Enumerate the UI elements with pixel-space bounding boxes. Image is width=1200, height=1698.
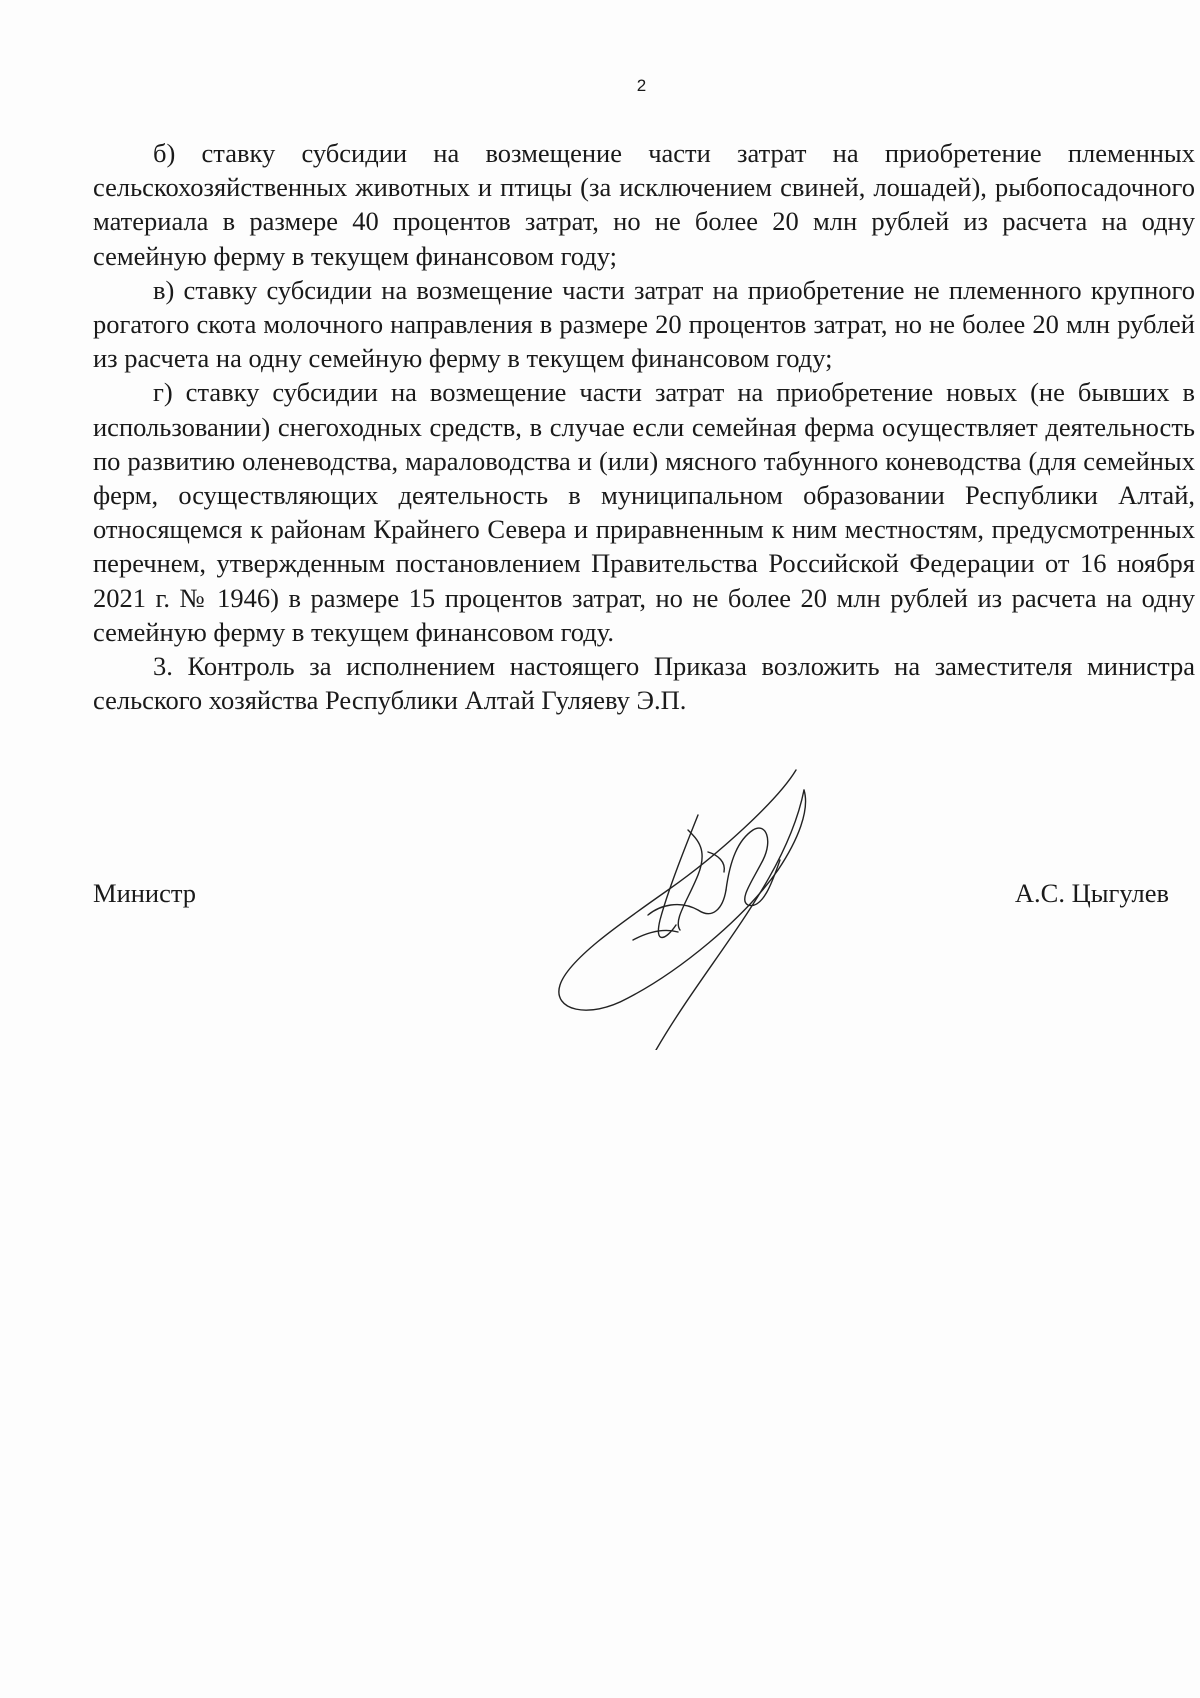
signatory-name: А.С. Цыгулев	[1014, 878, 1169, 908]
paragraph-g: г) ставку субсидии на возмещение части затрат на приобретение новых (не бывших в использовании) снегоходных средств, в случае если семейная ферма осуществляет деятельность по развитию оленеводства, мараловодства и (или) мясного табунного коневодства (для семейных ферм, осуществляющих деятельность в муниципальном образовании Республики Алтай, относящемся к районам Крайнего Севера и приравненным к ним местностям, предусмотренных перечнем, утвержденным постановлением Правительства Российской Федерации от 16 ноября 2021 г. № 1946) в размере 15 процентов затрат, но не более 20 млн рублей из расчета на одну семейную ферму в текущем финансовом году.	[93, 377, 1195, 647]
handwritten-signature	[548, 760, 878, 1050]
paragraph-v: в) ставку субсидии на возмещение части затрат на приобретение не племенного крупного рогатого скота молочного направления в размере 20 процентов затрат, но не более 20 млн рублей из расчета на одну семейную ферму в текущем финансовом году;	[93, 274, 1195, 374]
signatory-title: Министр	[93, 878, 197, 908]
page-number: 2	[636, 76, 647, 95]
paragraph-3-control: 3. Контроль за исполнением настоящего Приказа возложить на заместителя министра сельского хозяйства Республики Алтай Гуляеву Э.П.	[93, 651, 1195, 716]
document-body	[93, 136, 1195, 717]
paragraph-b: б) ставку субсидии на возмещение части затрат на приобретение племенных сельскохозяйственных животных и птицы (за исключением свиней, лошадей), рыбопосадочного материала в размере 40 процентов затрат, но не более 20 млн рублей из расчета на одну семейную ферму в текущем финансовом году;	[93, 138, 1195, 271]
